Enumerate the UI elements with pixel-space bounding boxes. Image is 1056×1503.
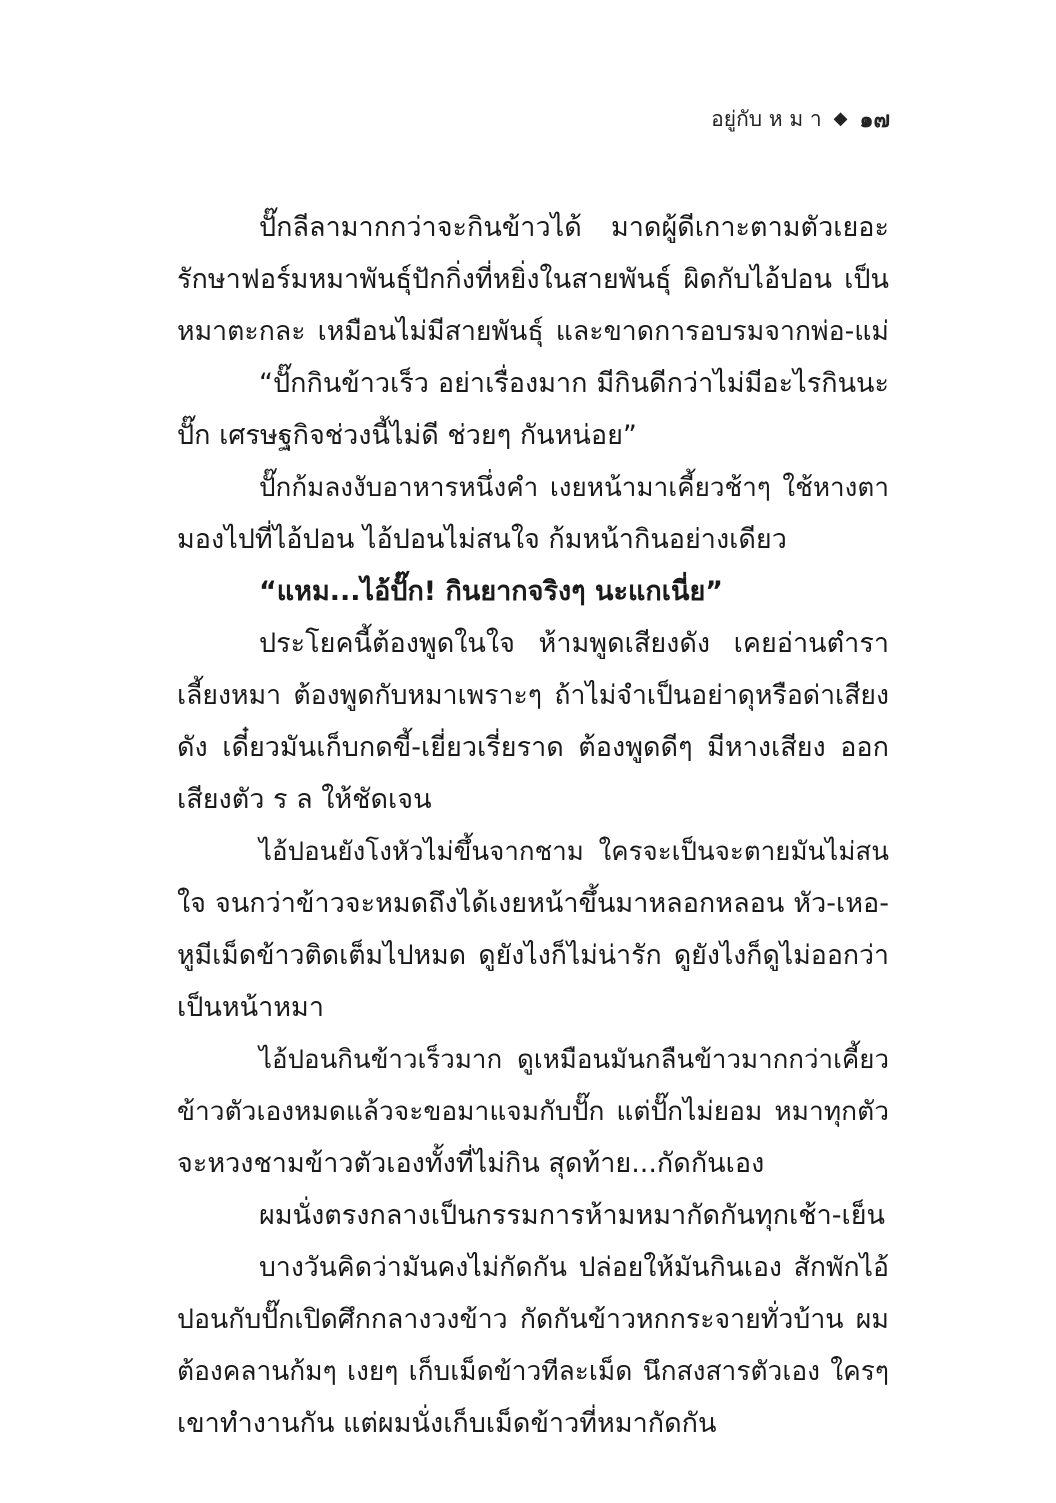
text-line: “แหม...ไอ้ปั๊ก! กินยากจริงๆ นะแกเนี่ย” [259,576,724,607]
text-line: ไอ้ปอนกินข้าวเร็วมาก ดูเหมือนมันกลืนข้าวมากกว่าเคี้ยว [259,1045,889,1075]
page-number: ๑๗ [859,107,890,133]
text-line: ปอนกับปั๊กเปิดศึกกลางวงข้าว กัดกันข้าวหกกระจายทั่วบ้าน ผม [177,1304,889,1335]
text-line: เขาทำงานกัน แต่ผมนั่งเก็บเม็ดข้าวที่หมากัดกัน [177,1408,717,1439]
text-line: รักษาฟอร์มหมาพันธุ์ปักกิ่งที่หยิ่งในสายพันธุ์ ผิดกับไอ้ปอน เป็น [177,264,889,295]
text-line: ดัง เดี๋ยวมันเก็บกดขี้-เยี่ยวเรี่ยราด ต้องพูดดีๆ มีหางเสียง ออก [177,732,889,763]
text-line: จะหวงชามข้าวตัวเองทั้งที่ไม่กิน สุดท้าย...กัดกันเอง [177,1148,765,1179]
text-line: ประโยคนี้ต้องพูดในใจ ห้ามพูดเสียงดัง เคยอ่านตำรา [259,628,889,659]
body-text [177,202,889,1450]
text-line: “ปั๊กกินข้าวเร็ว อย่าเรื่องมาก มีกินดีกว่าไม่มีอะไรกินนะ [259,368,889,399]
text-line: หมาตะกละ เหมือนไม่มีสายพันธุ์ และขาดการอบรมจากพ่อ-แม่ [177,316,889,347]
text-line: ไอ้ปอนยังโงหัวไม่ขึ้นจากชาม ใครจะเป็นจะตายมันไม่สน [259,837,889,867]
text-line: ต้องคลานก้มๆ เงยๆ เก็บเม็ดข้าวทีละเม็ด นึกสงสารตัวเอง ใครๆ [177,1357,889,1387]
text-line: มองไปที่ไอ้ปอน ไอ้ปอนไม่สนใจ ก้มหน้ากินอย่างเดียว [177,524,787,555]
text-line: หูมีเม็ดข้าวติดเต็มไปหมด ดูยังไงก็ไม่น่ารัก ดูยังไงก็ดูไม่ออกว่า [177,940,889,971]
running-header [711,104,890,134]
text-line: เลี้ยงหมา ต้องพูดกับหมาเพราะๆ ถ้าไม่จำเป็นอย่าดุหรือด่าเสียง [177,680,889,711]
text-line: เป็นหน้าหมา [177,992,324,1023]
text-line: ปั๊ก เศรษฐกิจช่วงนี้ไม่ดี ช่วยๆ กันหน่อย” [177,420,637,451]
text-line: ปั๊กก้มลงงับอาหารหนึ่งคำ เงยหน้ามาเคี้ยวช้าๆ ใช้หางตา [259,473,889,503]
text-line: ผมนั่งตรงกลางเป็นกรรมการห้ามหมากัดกันทุกเช้า-เย็น [259,1200,886,1231]
running-title: อยู่กับ ห ม า [711,106,822,131]
text-line: บางวันคิดว่ามันคงไม่กัดกัน ปล่อยให้มันกินเอง สักพักไอ้ [259,1252,889,1283]
diamond-separator-icon: ◆ [833,108,848,129]
text-line: ปั๊กลีลามากกว่าจะกินข้าวได้ มาดผู้ดีเกาะตามตัวเยอะ [259,212,889,243]
text-line: ใจ จนกว่าข้าวจะหมดถึงได้เงยหน้าขึ้นมาหลอกหลอน หัว-เหอ- [177,888,889,919]
text-line: เสียงตัว ร ล ให้ชัดเจน [177,784,432,815]
text-line: ข้าวตัวเองหมดแล้วจะขอมาแจมกับปั๊ก แต่ปั๊กไม่ยอม หมาทุกตัว [177,1097,889,1127]
